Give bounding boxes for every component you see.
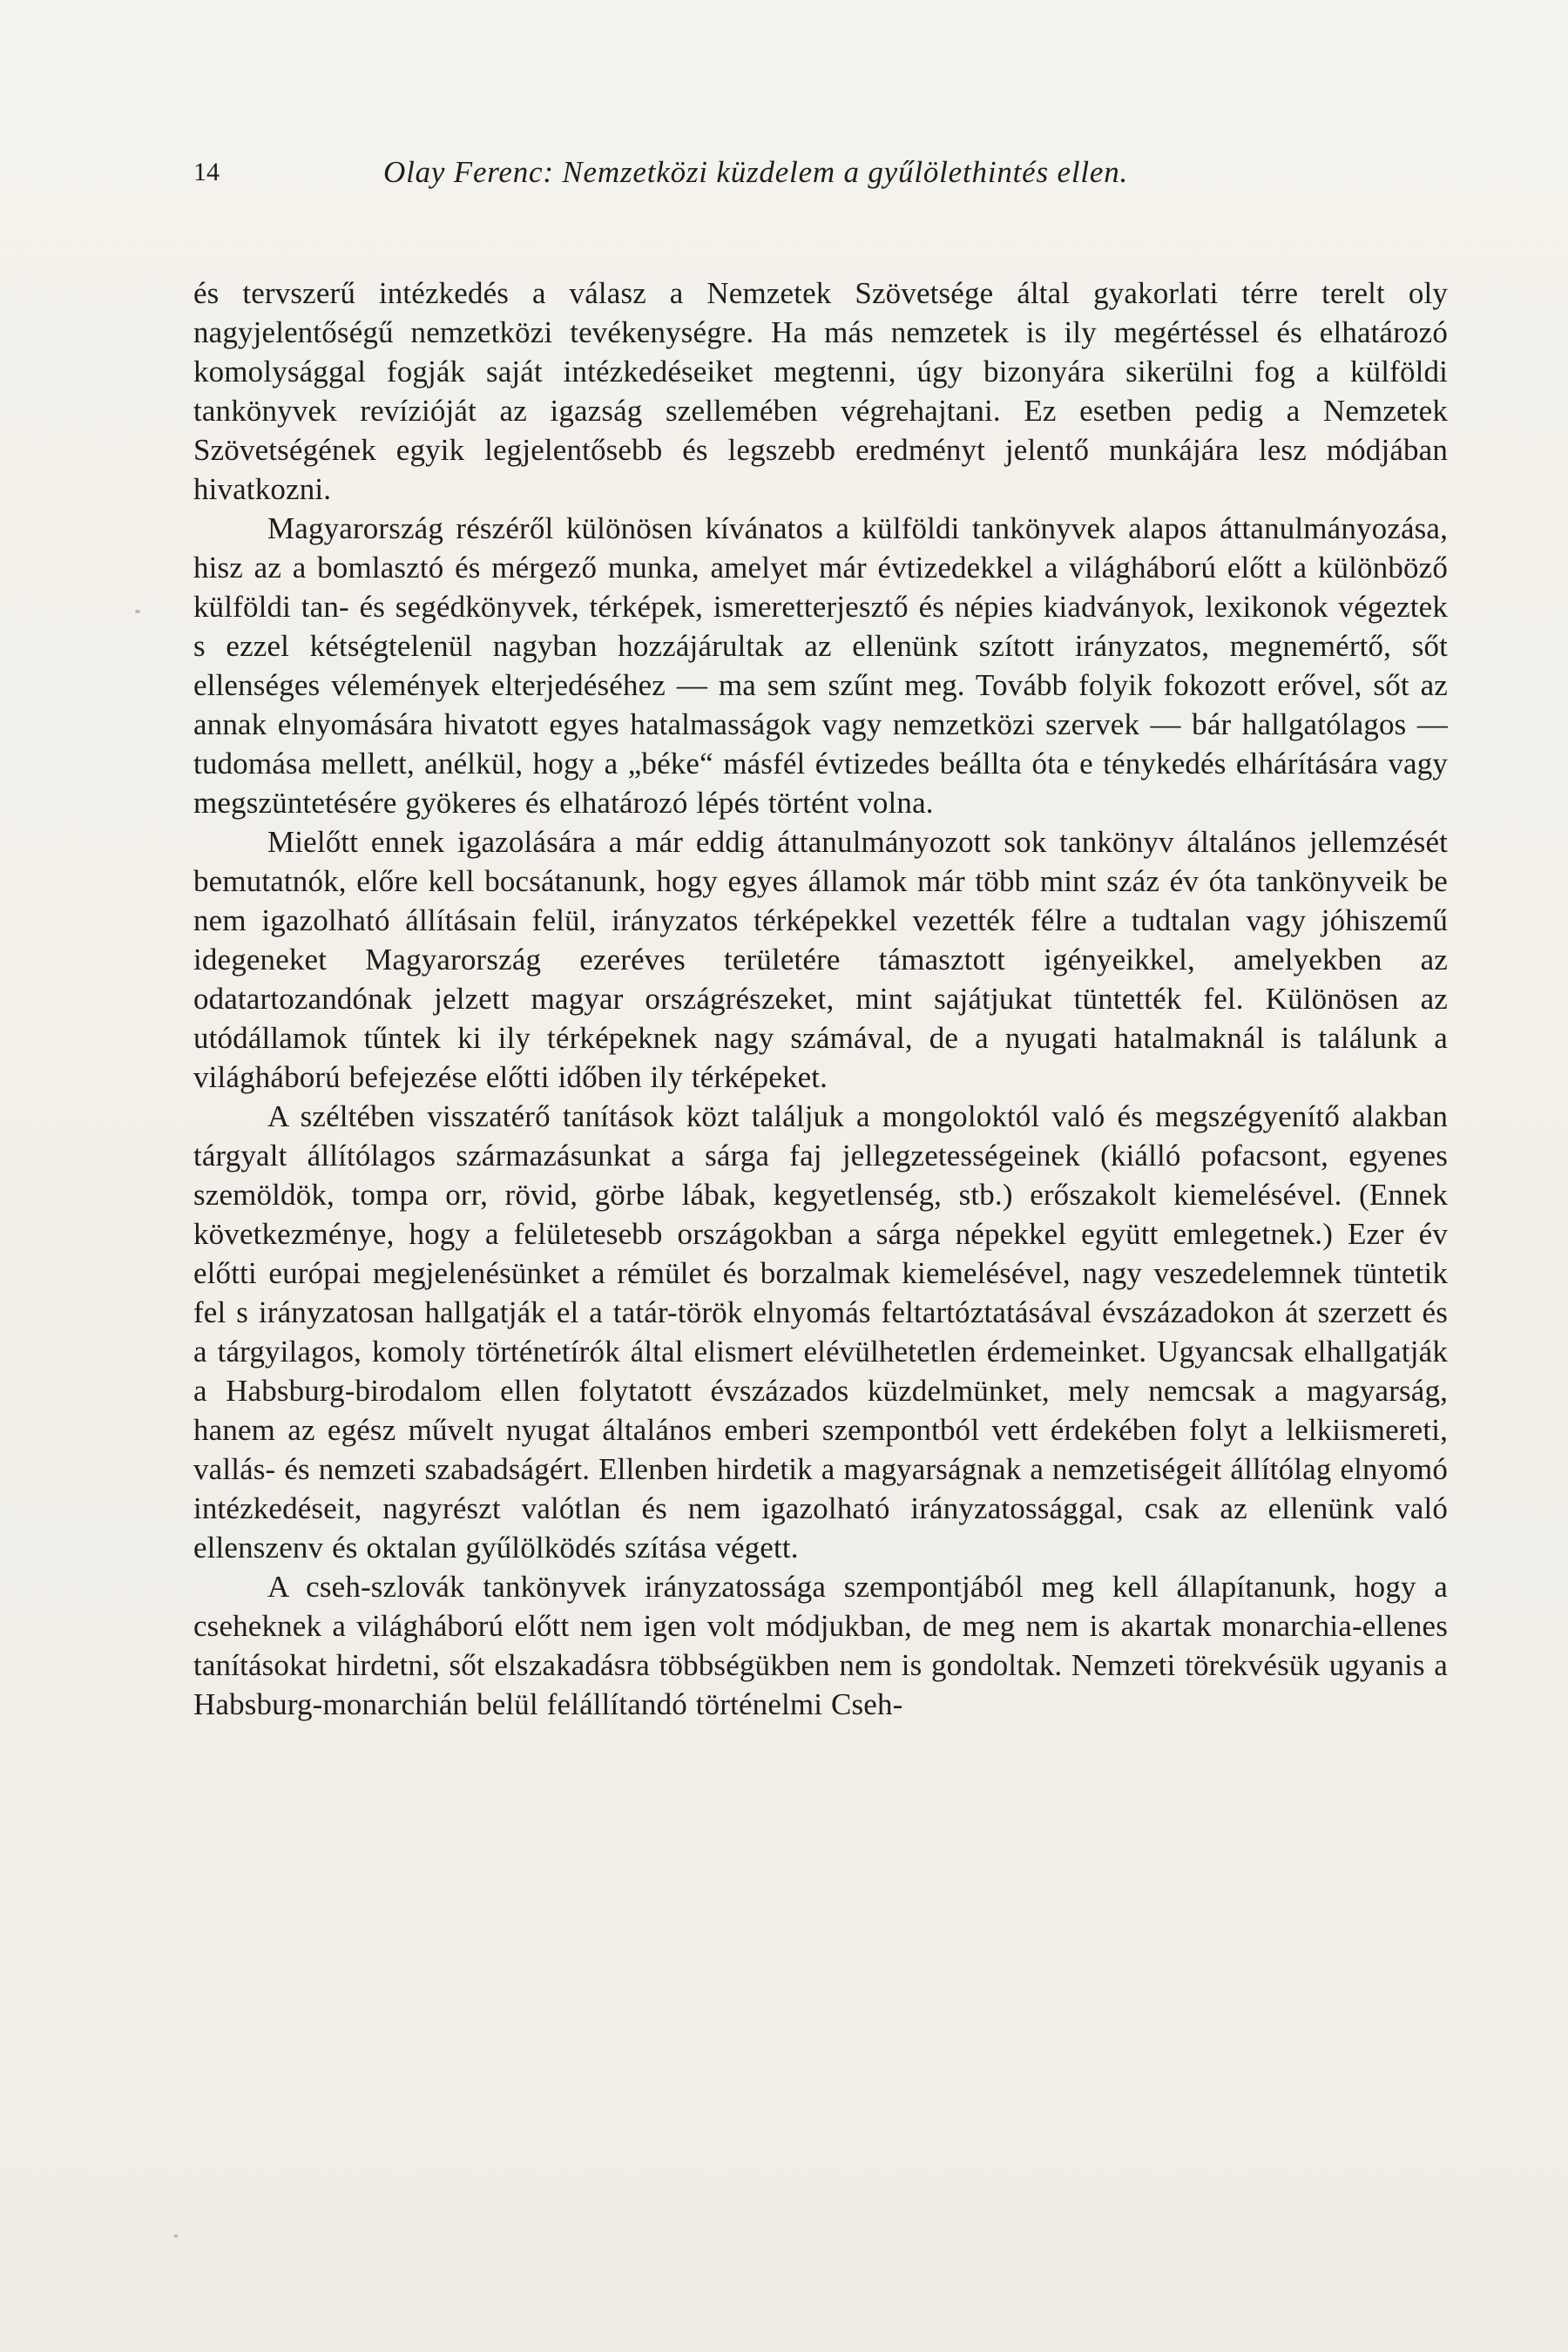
scan-speck [174,2234,178,2238]
paragraph: A széltében visszatérő tanítások közt találjuk a mongoloktól való és megszégyenítő alakban tárgyalt állítólagos származásunkat a sárga faj jellegzetességeinek (kiálló pofacsont, egyenes szemöldök, tompa orr, rövid, görbe lábak, kegyetlenség, stb.) erőszakolt kiemelésével. (Ennek következménye, hogy a felületesebb országokban a sárga népekkel együtt emlegetnek.) Ezer év előtti európai megjelenésünket a rémület és borzalmak kiemelésével, nagy veszedelemnek tüntetik fel s irányzatosan hallgatják el a tatár-török elnyomás feltartóztatásával évszázadokon át szerzett és a tárgyilagos, komoly történetírók által elismert elévülhetetlen érdemeinket. Ugyancsak elhallgatják a Habsburg-birodalom ellen folytatott évszázados küzdelmünket, mely nemcsak a magyarság, hanem az egész művelt nyugat általános emberi szempontból vett érdekében folyt a lelkiismereti, vallás- és nemzeti szabadságért. Ellenben hirdetik a magyarságnak a nemzetiségeit állítólag elnyomó intézkedéseit, nagyrészt valótlan és nem igazolható irányzatossággal, csak az ellenünk való ellenszenv és oktalan gyűlölködés szítása végett. [193,1099,1448,1565]
paragraph: Mielőtt ennek igazolására a már eddig áttanulmányozott sok tankönyv általános jellemzését bemutatnók, előre kell bocsátanunk, hogy egyes államok már több mint száz év óta tankönyveik be nem igazolható állításain felül, irányzatos térképekkel vezették félre a tudtalan vagy jóhiszemű idegeneket Magyarország ezeréves területére támasztott igényeikkel, amelyekben az odatartozandónak jelzett magyar országrészeket, mint sajátjukat tüntették fel. Különösen az utódállamok tűntek ki ily térképeknek nagy számával, de a nyugati hatalmaknál is találunk a világháború befejezése előtti időben ily térképeket. [193,825,1448,1094]
paragraph: Magyarország részéről különösen kívánatos a külföldi tankönyvek alapos áttanulmányozása, hisz az a bomlasztó és mérgező munka, amelyet már évtizedekkel a világháború előtt a különböző külföldi tan- és segédkönyvek, térképek, ismeretterjesztő és népies kiadványok, lexikonok végeztek s ezzel kétségtelenül nagyban hozzájárultak az ellenünk szított irányzatos, megnemértő, sőt ellenséges vélemények elterjedéséhez — ma sem szűnt meg. Tovább folyik fokozott erővel, sőt az annak elnyomására hivatott egyes hatalmasságok vagy nemzetközi szervek — bár hallgatólagos — tudomása mellett, anélkül, hogy a „béke“ másfél évtizedes beállta óta e ténykedés elhárítására vagy megszüntetésére gyökeres és elhatározó lépés történt volna. [193,511,1448,820]
running-title: Olay Ferenc: Nemzetközi küzdelem a gyűlölethintés ellen. [383,155,1129,189]
paragraph: és tervszerű intézkedés a válasz a Nemzetek Szövetsége által gyakorlati térre terelt oly nagyjelentőségű nemzetközi tevékenységre. Ha más nemzetek is ily megértéssel és elhatározó komolysággal fogják saját intézkedéseiket megtenni, úgy bizonyára sikerülni fog a külföldi tankönyvek revízióját az igazság szellemében végrehajtani. Ez esetben pedig a Nemzetek Szövetségének egyik legjelentősebb és legszebb eredményt jelentő munkájára lesz módjában hivatkozni. [193,276,1448,506]
running-head [193,153,1274,197]
page-number: 14 [193,158,220,186]
scan-speck [135,610,140,613]
paragraph: A cseh-szlovák tankönyvek irányzatossága szempontjából meg kell állapítanunk, hogy a cseheknek a világháború előtt nem igen volt módjukban, de meg nem is akartak monarchia-ellenes tanításokat hirdetni, sőt elszakadásra többségükben nem is gondoltak. Nemzeti törekvésük ugyanis a Habsburg-monarchián belül felállítandó történelmi Cseh- [193,1570,1448,1721]
body-text [193,274,1448,1724]
